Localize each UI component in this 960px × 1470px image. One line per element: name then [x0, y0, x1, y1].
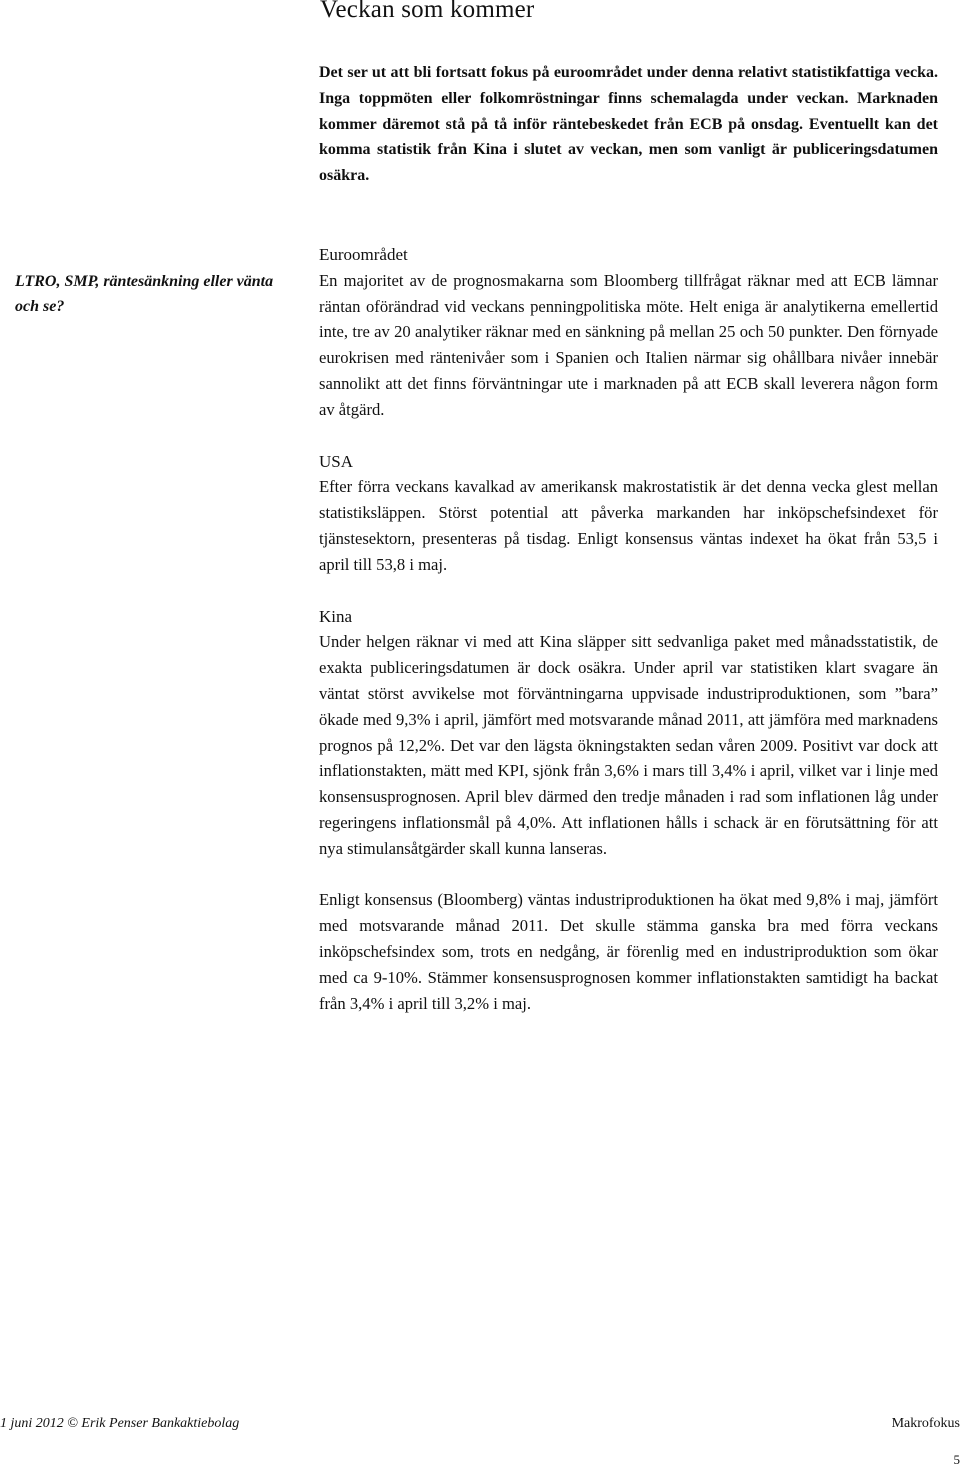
section-euroomradet	[319, 242, 938, 423]
side-note: LTRO, SMP, räntesänkning eller vänta och se?	[15, 273, 274, 315]
section-paragraph: Under helgen räknar vi med att Kina släpper sitt sedvanliga paket med månadsstatistik, de exakta publiceringsdatumen är dock osäkra. Under april var statistiken klart svagare än väntat störst avvikelse mot förväntningarna uppvisade industriproduktionen, som ”bara” ökade med 9,3% i april, jämfört med motsvarande månad 2011, att jämföra med marknadens prognos på 12,2%. Det var den lägsta ökningstakten sedan våren 2009. Positivt var dock att inflationstakten, mätt med KPI, sjönk från 3,6% i mars till 3,4% i april, vilket var i linje med konsensusprognosen. April blev därmed den tredje månaden i rad som inflationen låg under regeringens inflationsmål på 4,0%. Att inflationen hålls i schack är en förutsättning för att nya stimulansåtgärder skall kunna lanseras.	[319, 632, 938, 858]
footer-publication-name: Makrofokus	[891, 1416, 960, 1431]
section-paragraph: Efter förra veckans kavalkad av amerikansk makrostatistik är det denna vecka glest mellan statistiksläppen. Störst potential att påverka markanden har inköpschefsindexet för tjänstesektorn, presenteras på tisdag. Enligt konsensus väntas indexet ha ökat från 53,5 i april till 53,8 i maj.	[319, 477, 938, 574]
page-title: Veckan som kommer	[320, 0, 535, 23]
section-heading: Kina	[319, 606, 353, 626]
main-content	[319, 242, 938, 1042]
section-heading: Euroområdet	[319, 245, 408, 264]
section-kina	[319, 604, 938, 1017]
section-paragraph: En majoritet av de prognosmakarna som Bloomberg tillfrågat räknar med att ECB lämnar räntan oförändrad vid veckans penningpolitiska möte. Helt eniga är analytikerna emellertid inte, tre av 20 analytiker räknar med en sänkning på mellan 25 och 50 punkter. Den förnyade eurokrisen med räntenivåer som i Spanien och Italien närmar sig ohållbara nivåer innebär sannolikt att det finns förväntningar ute i marknaden på att ECB skall leverera någon form av åtgärd.	[319, 270, 938, 419]
section-usa	[319, 449, 938, 578]
section-heading: USA	[319, 451, 354, 471]
section-paragraph: Enligt konsensus (Bloomberg) väntas industriproduktionen ha ökat med 9,8% i maj, jämfört med motsvarande månad 2011. Det skulle stämma ganska bra med förra veckans inköpschefsindex som, trots en nedgång, är förenlig med en industriproduktion som ökar med ca 9-10%. Stämmer konsensusprognosen kommer inflationstakten samtidigt ha backat från 3,4% i april till 3,2% i maj.	[319, 890, 938, 1013]
footer-date-publisher: 1 juni 2012 © Erik Penser Bankaktiebolag	[0, 1416, 240, 1431]
page-number: 5	[953, 1452, 960, 1467]
intro-paragraph: Det ser ut att bli fortsatt fokus på euroområdet under denna relativt statistikfattiga vecka. Inga toppmöten eller folkomröstningar finns schemalagda under veckan. Marknaden kommer däremot stå på tå inför räntebeskedet från ECB på onsdag. Eventuellt kan det komma statistik från Kina i slutet av veckan, men som vanligt är publiceringsdatumen osäkra.	[319, 64, 938, 185]
